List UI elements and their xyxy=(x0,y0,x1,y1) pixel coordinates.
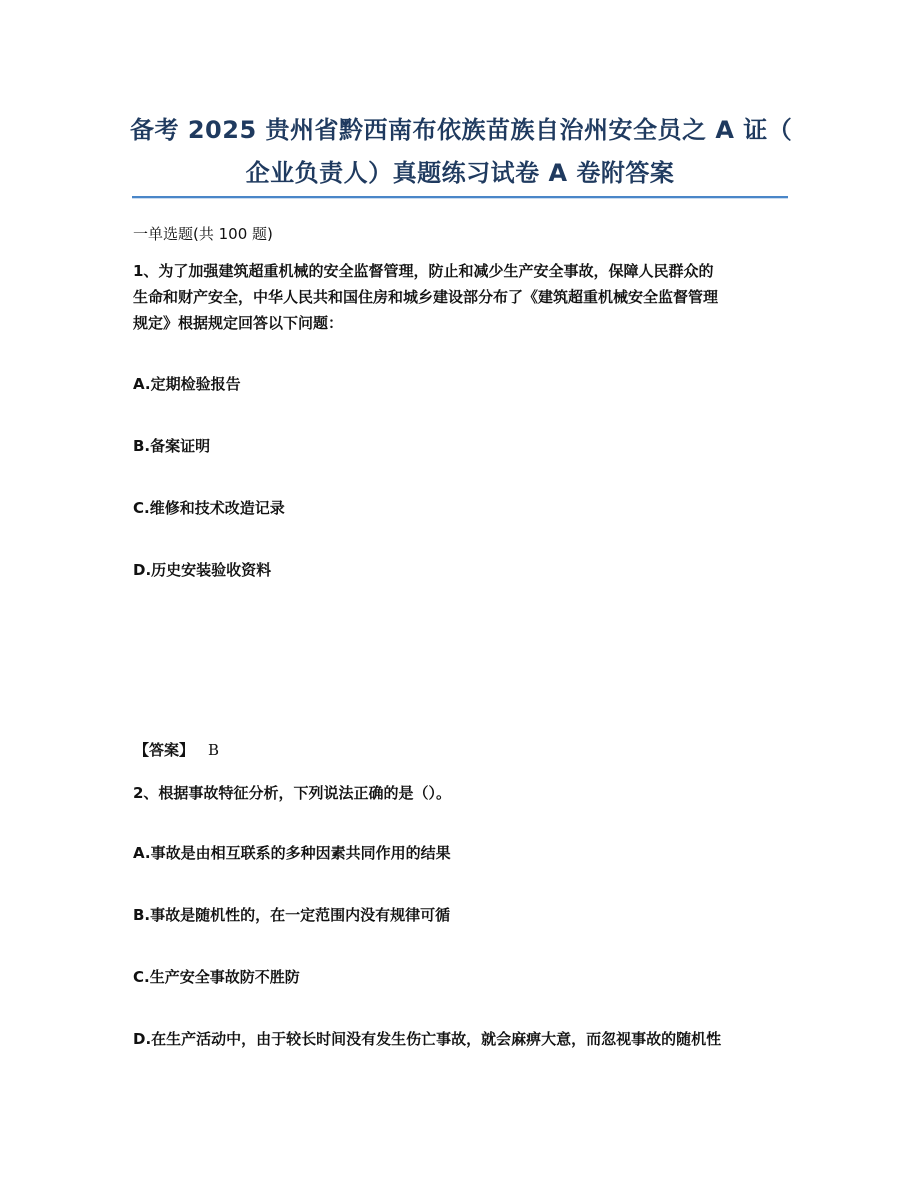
answer-label: 【答案】 xyxy=(134,741,195,759)
question-1-stem xyxy=(133,258,793,336)
question-1-option-b: B.备案证明 xyxy=(133,437,211,455)
document-title-line-1: 备考 2025 贵州省黔西南布依族苗族自治州安全员之 A 证（ xyxy=(130,116,793,144)
answer-value: B xyxy=(208,741,220,759)
question-2-stem xyxy=(133,780,793,806)
question-1-stem-line: 规定》根据规定回答以下问题： xyxy=(133,314,344,332)
question-1-stem-line: 生命和财产安全，中华人民共和国住房和城乡建设部分布了《建筑超重机械安全监督管理 xyxy=(133,288,719,306)
title-divider xyxy=(132,196,788,198)
question-1-stem-line: 1、为了加强建筑超重机械的安全监督管理，防止和减少生产安全事故，保障人民群众的 xyxy=(133,262,714,280)
question-1-answer xyxy=(134,740,219,760)
section-header: 一单选题(共 100 题) xyxy=(133,225,273,243)
document-title-line-2: 企业负责人）真题练习试卷 A 卷附答案 xyxy=(245,159,675,187)
question-2-option-a: A.事故是由相互联系的多种因素共同作用的结果 xyxy=(133,844,451,862)
question-1-option-c: C.维修和技术改造记录 xyxy=(133,499,285,517)
question-2-option-d: D.在生产活动中，由于较长时间没有发生伤亡事故，就会麻痹大意，而忽视事故的随机性 xyxy=(133,1030,722,1048)
question-1-option-d: D.历史安装验收资料 xyxy=(133,561,272,579)
question-1-option-a: A.定期检验报告 xyxy=(133,375,241,393)
question-2-option-c: C.生产安全事故防不胜防 xyxy=(133,968,300,986)
question-2-option-b: B.事故是随机性的，在一定范围内没有规律可循 xyxy=(133,906,451,924)
question-2-stem-line: 2、根据事故特征分析，下列说法正确的是（）。 xyxy=(133,784,451,802)
